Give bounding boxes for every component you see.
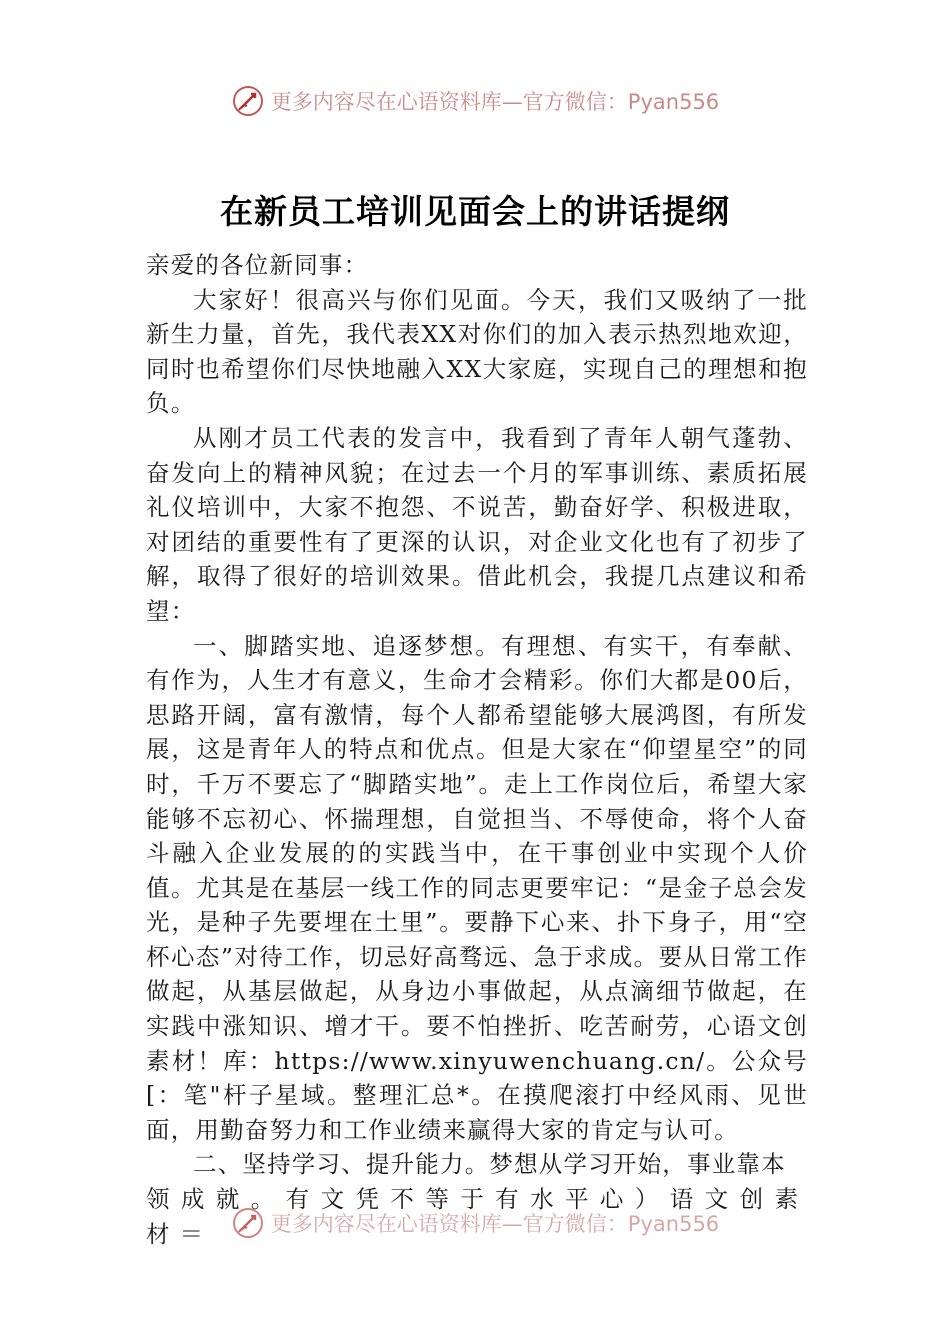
greeting: 亲爱的各位新同事：	[146, 251, 369, 279]
paragraph-2: 从刚才员工代表的发言中，我看到了青年人朝气蓬勃、奋发向上的精神风貌；在过去一个月的军事训练、素质拓展礼仪培训中，大家不抱怨、不说苦，勤奋好学、积极进取，对团结的重要性有了更深的认识，对企业文化也有了初步了解，取得了很好的培训效果。借此机会，我提几点建议和希望：	[146, 423, 808, 625]
paragraph-3: 一、脚踏实地、追逐梦想。有理想、有实干，有奉献、有作为，人生才有意义，生命才会精彩。你们大都是00后，思路开阔，富有激情，每个人都希望能够大展鸿图，有所发展，这是青年人的特点和优点。但是大家在“仰望星空”的同时，千万不要忘了“脚踏实地”。走上工作岗位后，希望大家能够不忘初心、怀揣理想，自觉担当、不辱使命，将个人奋斗融入企业发展的的实践当中，在干事创业中实现个人价值。尤其是在基层一线工作的同志更要牢记：“是金子总会发光，是种子先要埋在土里”。要静下心来、扑下身子，用“空杯心态”对待工作，切忌好高骛远、急于求成。要从日常工作做起，从基层做起，从身边小事做起，从点滴细节做起，在实践中涨知识、增才干。要不怕挫折、吃苦耐劳，心语文创素材！库：https://www.xinyuwenchuang.cn/。公众号[：笔"杆子星域。整理汇总*。在摸爬滚打中经风雨、见世面，用勤奋努力和工作业绩来赢得大家的肯定与认可。	[146, 631, 808, 1144]
paragraph-1: 大家好！很高兴与你们见面。今天，我们又吸纳了一批新生力量，首先，我代表XX对你们的加入表示热烈地欢迎，同时也希望你们尽快地融入XX大家庭，实现自己的理想和抱负。	[146, 285, 808, 418]
watermark-text: 更多内容尽在心语资料库—官方微信：Pyan556	[270, 90, 720, 114]
watermark-header	[0, 84, 950, 118]
watermark-footer	[0, 1206, 950, 1240]
document-body	[146, 248, 808, 1251]
paragraph-4: 二、坚持学习、提升能力。梦想从学习开始，事业靠本	[193, 1150, 786, 1179]
pen-logo-icon	[231, 84, 265, 118]
watermark-text: 更多内容尽在心语资料库—官方微信：Pyan556	[270, 1212, 720, 1236]
pen-logo-icon	[231, 1206, 265, 1240]
paragraph-4-continued: 领成就。有文凭不等于有水平心）语文创素材＝	[146, 1185, 808, 1248]
document-title: 在新员工培训见面会上的讲话提纲	[220, 192, 730, 231]
